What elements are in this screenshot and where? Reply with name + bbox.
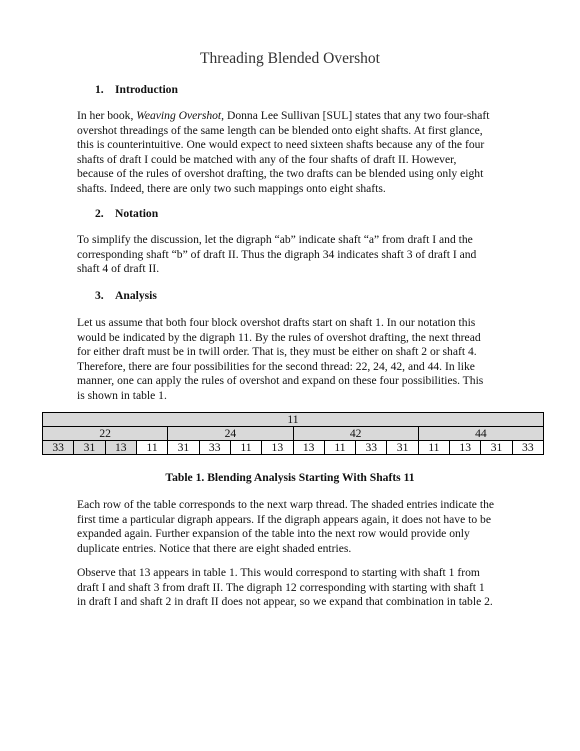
text-line: overshot threadings of the same length can be blended onto eight shafts. At first glance, [77, 123, 483, 137]
table-cell: 33 [512, 441, 543, 455]
table-cell: 42 [293, 427, 418, 441]
section-heading-notation [95, 207, 158, 222]
table-cell: 31 [168, 441, 199, 455]
table-cell: 33 [356, 441, 387, 455]
table-cell: 11 [324, 441, 355, 455]
section-heading-introduction [95, 83, 178, 98]
table-cell: 13 [450, 441, 481, 455]
text-line: shaft 4 of draft II. [77, 262, 160, 276]
text-line: for either draft must be in twill order. That is, they must be either on shaft 2 or shaft 4. [77, 345, 477, 359]
paragraph-introduction [77, 109, 517, 197]
section-number: 2. [95, 207, 104, 220]
table-cell: 31 [387, 441, 418, 455]
text-line: this is counterintuitive. One would expect to need sixteen shafts because any of the four [77, 138, 485, 152]
book-title: Weaving Overshot [136, 109, 222, 122]
table-cell: 13 [293, 441, 324, 455]
table-cell: 33 [43, 441, 74, 455]
section-title: Notation [115, 207, 159, 220]
text-line: corresponding shaft “b” of draft II. Thus the digraph 34 indicates shaft 3 of draft I and [77, 247, 477, 261]
document-title: Threading Blended Overshot [200, 50, 380, 67]
paragraph-analysis [77, 316, 517, 404]
table-cell: 11 [230, 441, 261, 455]
text-line: first time a particular digraph appears. If the digraph appears again, it does not have to be [77, 512, 492, 526]
table-row [43, 441, 544, 455]
section-heading-analysis [95, 289, 157, 304]
text-line: in draft I and shaft 2 in draft II does not appear, so we expand that combination in table 2. [77, 595, 493, 609]
section-title: Introduction [115, 83, 178, 96]
paragraph-table-explanation [77, 498, 517, 556]
text-line: duplicate entries. Notice that there are eight shaded entries. [77, 541, 352, 555]
table-row [43, 413, 544, 427]
table-cell: 11 [418, 441, 449, 455]
table-cell: 44 [418, 427, 543, 441]
text-line: In her book, Weaving Overshot, Donna Lee Sullivan [SUL] states that any two four-shaft [77, 109, 490, 122]
section-title: Analysis [115, 289, 157, 302]
table-cell: 11 [43, 413, 544, 427]
text-line: shafts of draft I could be matched with any of the four shafts of draft II. However, [77, 152, 457, 166]
text-line: would be indicated by the digraph 11. By the rules of overshot drafting, the next thread [77, 330, 481, 344]
text-line: Therefore, there are four possibilities for the second thread: 22, 24, 42, and 44. In like [77, 359, 475, 373]
text-line: because of the rules of overshot drafting, the two drafts can be blended using only eight [77, 167, 484, 181]
text-line: Each row of the table corresponds to the next warp thread. The shaded entries indicate the [77, 498, 495, 511]
section-number: 3. [95, 289, 104, 302]
text-line: is shown in table 1. [77, 388, 167, 402]
text-line: expanded again. Further expansion of the table into the next row would provide only [77, 527, 470, 541]
table-cell: 13 [262, 441, 293, 455]
table-cell: 11 [136, 441, 167, 455]
table-cell: 24 [168, 427, 293, 441]
text-line: manner, one can apply the rules of overshot and expand on these four possibilities. This [77, 374, 484, 388]
table-cell: 31 [481, 441, 512, 455]
text-line: Observe that 13 appears in table 1. This would correspond to starting with shaft 1 from [77, 566, 480, 579]
table-cell: 22 [43, 427, 168, 441]
paragraph-notation [77, 233, 517, 277]
section-number: 1. [95, 83, 104, 96]
text-line: draft I and shaft 3 from draft II. The digraph 12 corresponding with starting with shaft 1 [77, 580, 485, 594]
text-line: Let us assume that both four block overshot drafts start on shaft 1. In our notation this [77, 316, 476, 329]
table-cell: 13 [105, 441, 136, 455]
paragraph-observation [77, 566, 517, 610]
blending-analysis-table [42, 412, 544, 455]
table-caption: Table 1. Blending Analysis Starting With Shafts 11 [165, 471, 415, 484]
table-cell: 33 [199, 441, 230, 455]
text-line: shafts. Indeed, there are only two such mappings onto eight shafts. [77, 181, 386, 195]
text-line: To simplify the discussion, let the digraph “ab” indicate shaft “a” from draft I and the [77, 233, 473, 246]
table-row [43, 427, 544, 441]
table-cell: 31 [74, 441, 105, 455]
